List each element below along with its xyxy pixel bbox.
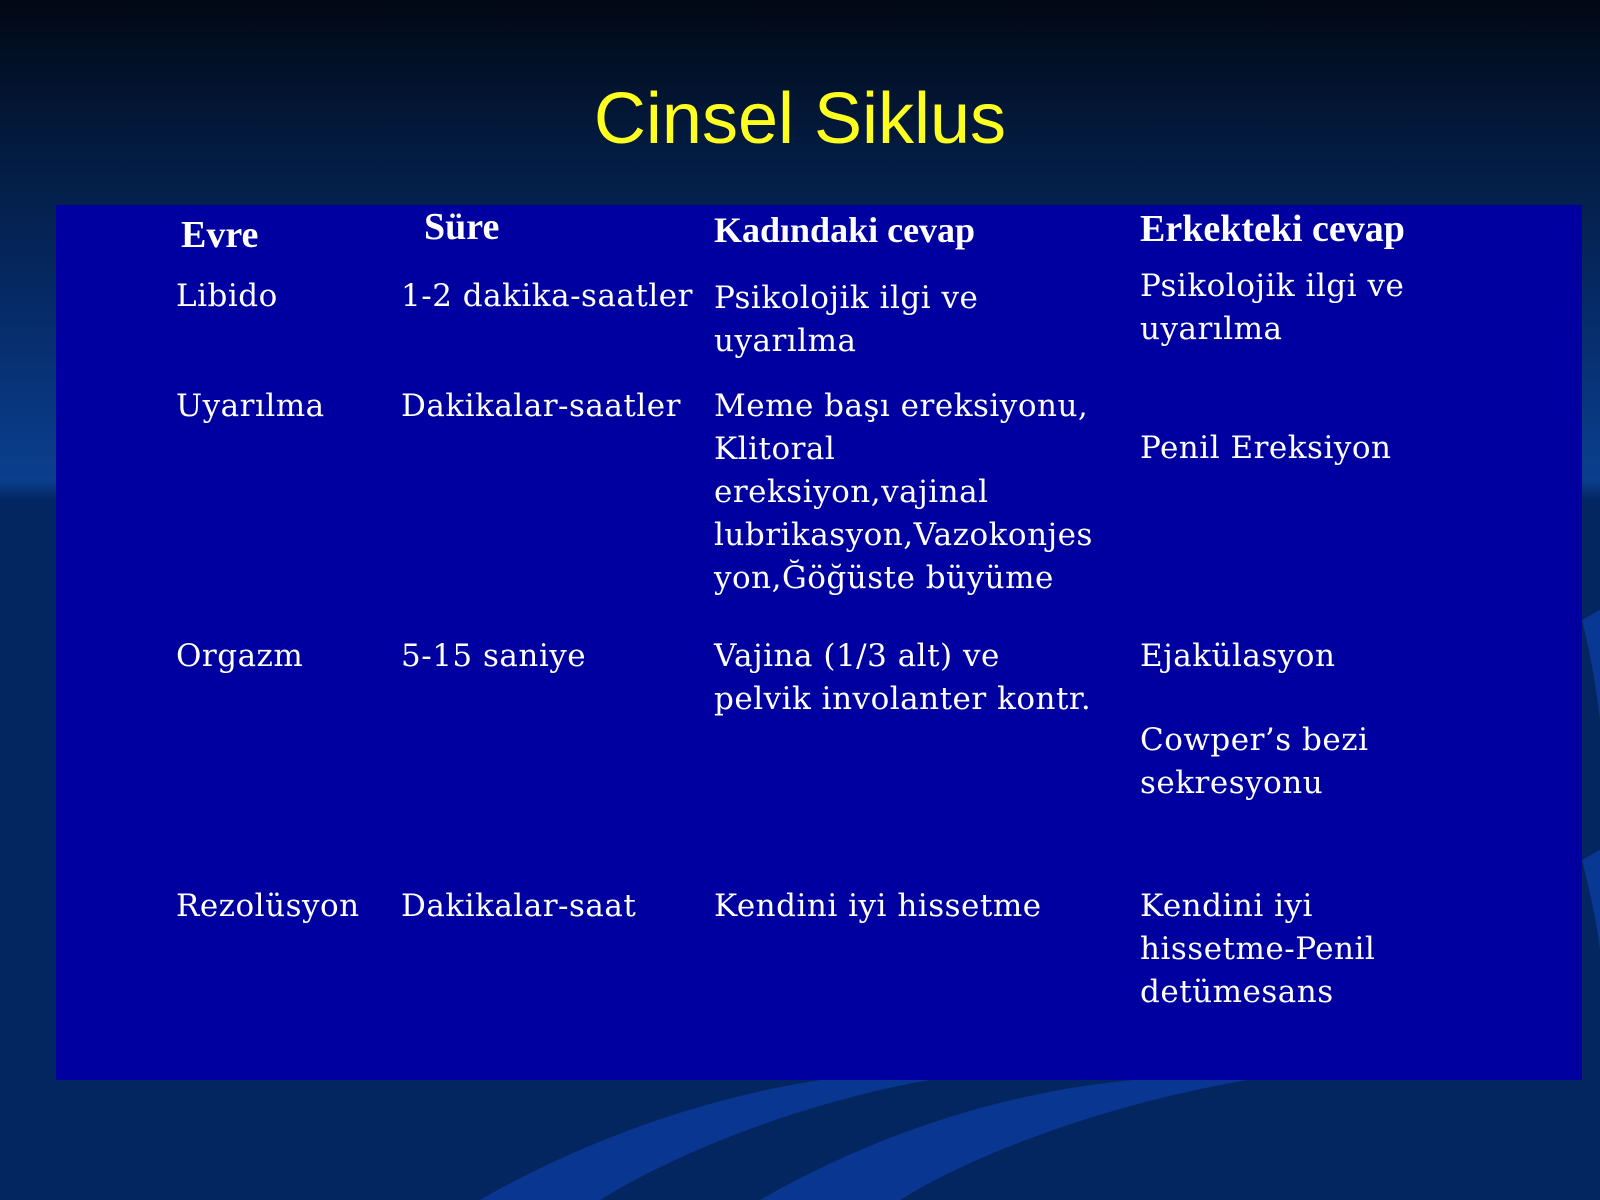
row-uyarilma-evre: Uyarılma: [176, 388, 325, 424]
header-evre: Evre: [181, 214, 259, 256]
row-orgazm-erkek: Ejakülasyon: [1140, 638, 1336, 674]
row-libido-erkek: Psikolojik ilgi ve uyarılma: [1140, 268, 1405, 347]
row-rezolusyon-evre: Rezolüsyon: [176, 888, 360, 924]
row-orgazm-sure: 5-15 saniye: [401, 638, 587, 674]
header-kadin: Kadındaki cevap: [714, 210, 976, 250]
row-uyarilma-kadin: Meme başı ereksiyonu, Klitoral ereksiyon,vajinal lubrikasyon,Vazokonjes yon,Ğöğüste büyüme: [714, 388, 1093, 596]
row-orgazm-erkek-extra: Cowper’s bezi sekresyonu: [1140, 722, 1369, 801]
swoosh-right-2: [1582, 850, 1600, 950]
table-panel: [56, 205, 1582, 1080]
row-rezolusyon-erkek: Kendini iyi hissetme-Penil detümesans: [1140, 888, 1376, 1010]
row-libido-evre: Libido: [176, 278, 278, 314]
row-libido-kadin: Psikolojik ilgi ve uyarılma: [714, 280, 979, 359]
header-sure: Süre: [424, 206, 500, 248]
row-libido-sure: 1-2 dakika-saatler: [401, 278, 693, 314]
header-erkek: Erkekteki cevap: [1140, 208, 1405, 250]
row-uyarilma-erkek: Penil Ereksiyon: [1140, 430, 1392, 466]
row-rezolusyon-sure: Dakikalar-saat: [401, 888, 637, 924]
slide-title: Cinsel Siklus: [593, 79, 1007, 159]
row-rezolusyon-kadin: Kendini iyi hissetme: [714, 888, 1042, 924]
row-orgazm-evre: Orgazm: [176, 638, 304, 674]
row-orgazm-kadin: Vajina (1/3 alt) ve pelvik involanter kontr.: [714, 638, 1092, 717]
row-uyarilma-sure: Dakikalar-saatler: [401, 388, 681, 424]
swoosh-right: [1582, 610, 1600, 720]
